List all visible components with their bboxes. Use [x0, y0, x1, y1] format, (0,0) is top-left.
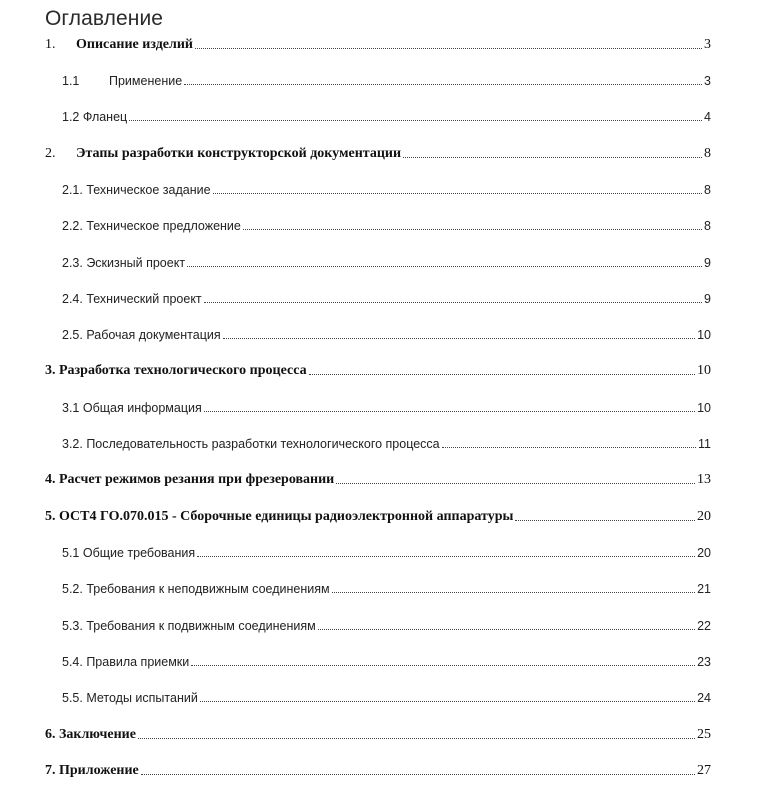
dot-leader: [129, 120, 702, 121]
toc-entry-7[interactable]: [45, 761, 711, 781]
toc-entry-6[interactable]: [45, 725, 711, 745]
toc-entry-label: 5.5. Методы испытаний: [62, 691, 198, 705]
toc-entry-3-1[interactable]: [62, 398, 711, 418]
toc-entry-2-3[interactable]: [62, 253, 711, 273]
toc-entry-label: 2.4. Технический проект: [62, 292, 202, 306]
toc-entry-label: 5.3. Требования к подвижным соединениям: [62, 619, 316, 633]
toc-entry-label: 7. Приложение: [45, 763, 139, 778]
dot-leader: [184, 84, 702, 85]
toc-entry-label: 2.3. Эскизный проект: [62, 256, 186, 270]
toc-entry-page: 3: [704, 37, 711, 52]
toc-entry-5[interactable]: [45, 507, 711, 527]
toc-entry-number: 1.1: [62, 74, 80, 88]
toc-entry-2-2[interactable]: [62, 216, 711, 236]
toc-entry-4[interactable]: [45, 470, 711, 490]
toc-entry-label: 3.2. Последовательность разработки технологического процесса: [62, 437, 440, 451]
toc-entry-5-4[interactable]: [62, 652, 711, 672]
toc-entry-label: 4. Расчет режимов резания при фрезеровании: [45, 472, 335, 487]
dot-leader: [204, 411, 695, 412]
toc-entry-page: 8: [704, 146, 711, 161]
dot-leader: [197, 556, 695, 557]
toc-entry-label: 5.4. Правила приемки: [62, 655, 190, 669]
dot-leader: [195, 48, 702, 49]
toc-entry-label: 3. Разработка технологического процесса: [45, 363, 307, 378]
toc-entry-5-2[interactable]: [62, 579, 711, 599]
toc-entry-page: 9: [704, 256, 711, 270]
dot-leader: [223, 338, 695, 339]
toc-entry-page: 3: [704, 74, 711, 88]
dot-leader: [442, 447, 696, 448]
dot-leader: [332, 592, 696, 593]
toc-entry-page: 8: [704, 219, 711, 233]
dot-leader: [187, 266, 702, 267]
toc-entry-label: 5. ОСТ4 ГО.070.015 - Сборочные единицы радиоэлектронной аппаратуры: [45, 509, 514, 524]
toc-entry-page: 21: [697, 582, 711, 596]
toc-entry-page: 22: [697, 619, 711, 633]
toc-entry-page: 8: [704, 183, 711, 197]
toc-entry-label: 2.5. Рабочая документация: [62, 328, 221, 342]
toc-entry-page: 10: [697, 401, 711, 415]
dot-leader: [309, 374, 695, 375]
toc-entry-label: Этапы разработки конструкторской документации: [76, 146, 402, 161]
dot-leader: [403, 157, 702, 158]
toc-entry-5-1[interactable]: [62, 543, 711, 563]
dot-leader: [213, 193, 703, 194]
toc-entry-1-2[interactable]: [62, 107, 711, 127]
toc-entry-label: 1.2 Фланец: [62, 110, 128, 124]
toc-entry-label: 5.2. Требования к неподвижным соединениям: [62, 582, 330, 596]
toc-entry-number: 1.: [45, 37, 56, 52]
toc-entry-page: 11: [698, 437, 711, 451]
toc-entry-page: 25: [697, 727, 711, 742]
toc-entry-label: Описание изделий: [76, 37, 193, 52]
dot-leader: [336, 483, 695, 484]
toc-entry-number: 2.: [45, 146, 56, 161]
dot-leader: [243, 229, 702, 230]
dot-leader: [200, 701, 695, 702]
toc-entry-2-5[interactable]: [62, 325, 711, 345]
toc-entry-page: 20: [697, 546, 711, 560]
toc-entry-1-1[interactable]: [62, 71, 711, 91]
toc-entry-label: Применение: [109, 74, 183, 88]
toc-entry-label: 3.1 Общая информация: [62, 401, 202, 415]
toc-entry-label: 2.1. Техническое задание: [62, 183, 211, 197]
toc-entry-3[interactable]: [45, 361, 711, 381]
toc-entry-5-3[interactable]: [62, 616, 711, 636]
dot-leader: [138, 738, 695, 739]
toc-entry-page: 27: [697, 763, 711, 778]
toc-entry-page: 24: [697, 691, 711, 705]
dot-leader: [141, 774, 695, 775]
toc-entry-page: 23: [697, 655, 711, 669]
toc-entry-1[interactable]: [45, 35, 711, 55]
dot-leader: [515, 520, 695, 521]
dot-leader: [191, 665, 695, 666]
toc-entry-page: 4: [704, 110, 711, 124]
toc-entry-2[interactable]: [45, 144, 711, 164]
toc-entry-label: 5.1 Общие требования: [62, 546, 196, 560]
toc-entry-page: 10: [697, 363, 711, 378]
toc-entry-label: 2.2. Техническое предложение: [62, 219, 241, 233]
toc-entry-label: 6. Заключение: [45, 727, 136, 742]
dot-leader: [318, 629, 695, 630]
toc-entry-page: 20: [697, 509, 711, 524]
dot-leader: [204, 302, 702, 303]
toc-entry-2-1[interactable]: [62, 180, 711, 200]
toc-title: Оглавление: [45, 7, 164, 30]
toc-entry-page: 13: [697, 472, 711, 487]
toc-entry-3-2[interactable]: [62, 434, 711, 454]
toc-entry-2-4[interactable]: [62, 289, 711, 309]
toc-entry-5-5[interactable]: [62, 688, 711, 708]
toc-entry-page: 9: [704, 292, 711, 306]
toc-entry-page: 10: [697, 328, 711, 342]
